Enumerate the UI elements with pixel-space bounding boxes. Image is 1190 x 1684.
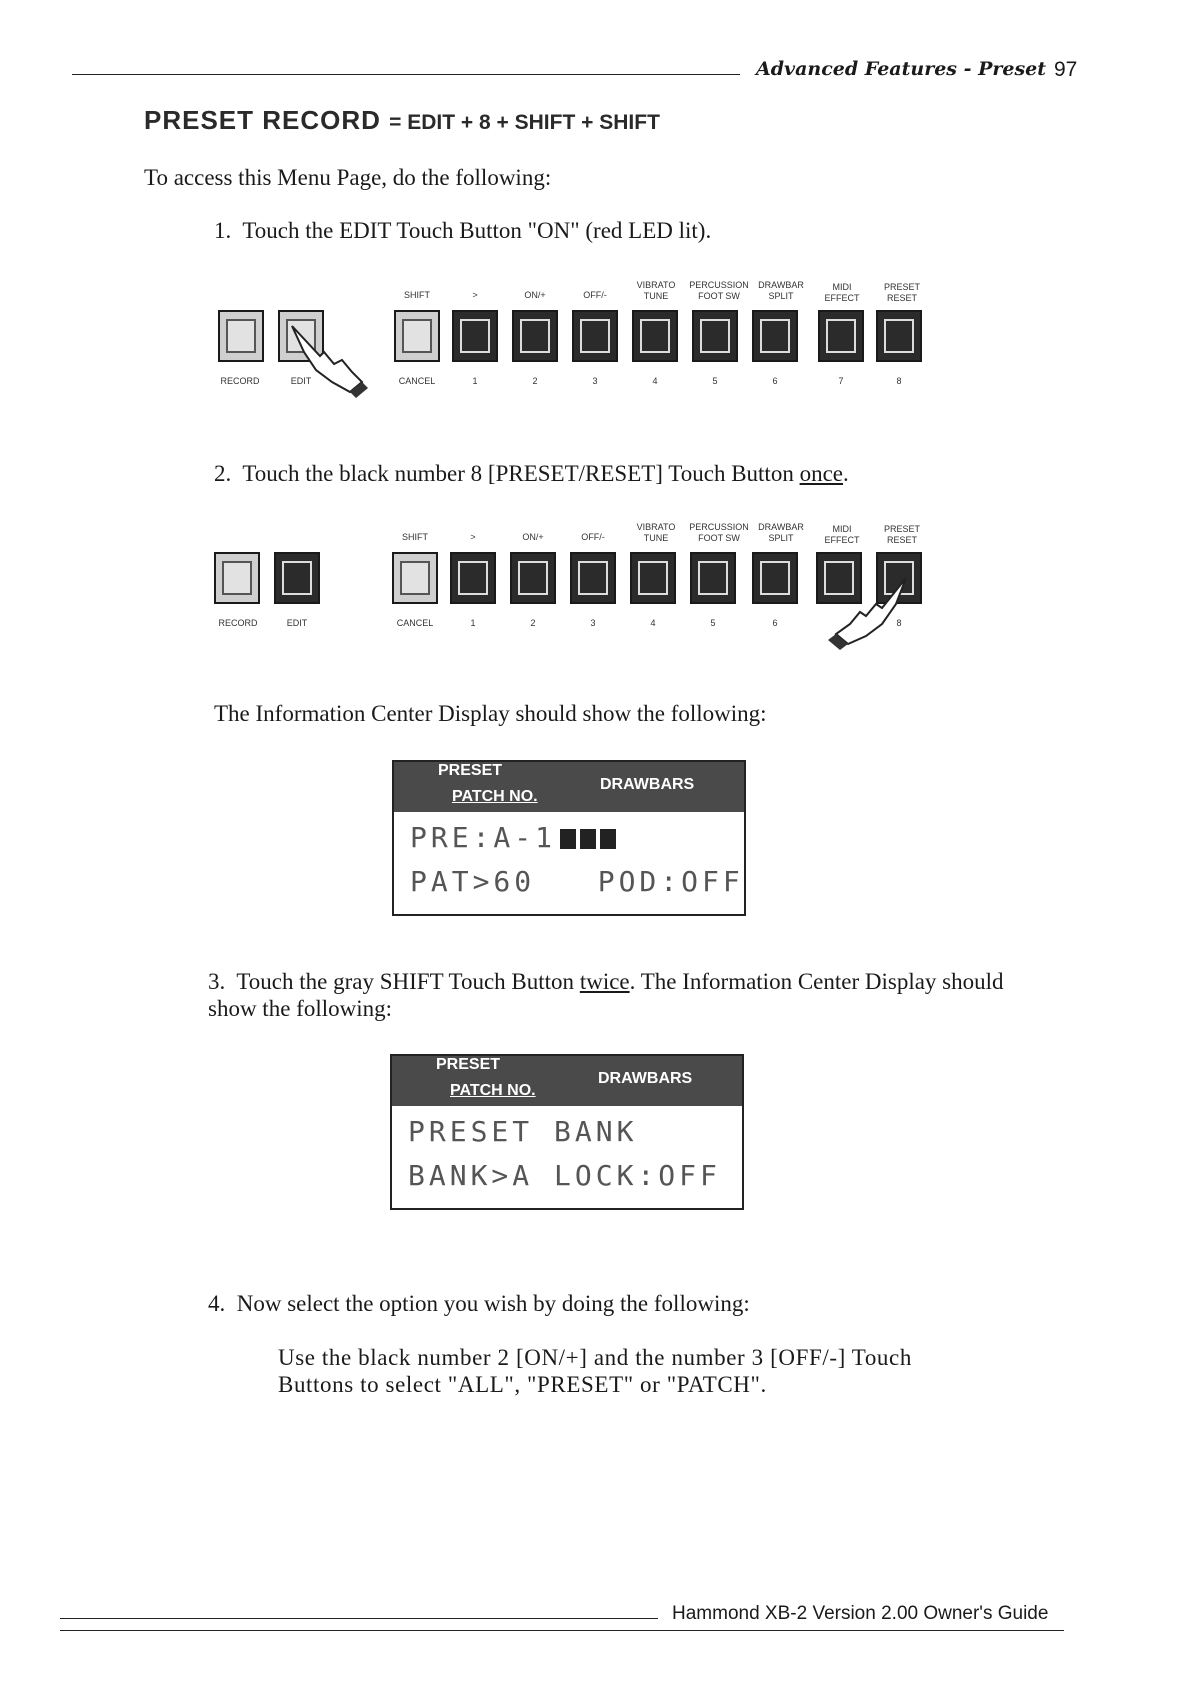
step-text-end: . The Information Center Display should bbox=[629, 969, 1004, 994]
display-label-drawbars: DRAWBARS bbox=[600, 776, 695, 793]
label-edit: EDIT bbox=[290, 376, 312, 386]
display-header bbox=[392, 1056, 742, 1106]
step-text: Touch the gray SHIFT Touch Button bbox=[236, 969, 580, 994]
display-label-patch: PATCH NO. bbox=[452, 788, 538, 805]
step-number: 1. bbox=[214, 218, 232, 243]
block-cursor-icon bbox=[580, 829, 596, 849]
control-panel-2 bbox=[0, 512, 1190, 642]
label-4: 4 bbox=[652, 376, 658, 386]
running-header: Advanced Features - Preset bbox=[756, 58, 1047, 80]
label-on: ON/+ bbox=[522, 532, 544, 542]
button-3[interactable] bbox=[570, 552, 616, 604]
label-shift: SHIFT bbox=[402, 532, 428, 542]
display-header bbox=[394, 762, 744, 812]
label-1: 1 bbox=[470, 618, 476, 628]
step-4 bbox=[208, 1290, 750, 1317]
label-3: 3 bbox=[590, 618, 596, 628]
footer-title: Hammond XB-2 Version 2.00 Owner's Guide bbox=[672, 1603, 1049, 1624]
page-number: 97 bbox=[1054, 58, 1078, 81]
step-1 bbox=[214, 217, 711, 244]
label-drawbar: DRAWBAR SPLIT bbox=[758, 522, 804, 543]
label-cancel: CANCEL bbox=[398, 376, 436, 386]
label-5: 5 bbox=[712, 376, 718, 386]
button-4[interactable] bbox=[632, 310, 678, 362]
step-text: Touch the EDIT Touch Button "ON" (red LED lit). bbox=[242, 218, 712, 243]
button-8[interactable] bbox=[876, 310, 922, 362]
label-off: OFF/- bbox=[583, 290, 607, 300]
label-8: 8 bbox=[896, 618, 902, 628]
label-5: 5 bbox=[710, 618, 716, 628]
step-text: Now select the option you wish by doing the following: bbox=[236, 1291, 750, 1316]
label-next: > bbox=[472, 290, 478, 300]
label-preset: PRESET RESET bbox=[883, 282, 920, 303]
display-line-1: PRESET BANK bbox=[408, 1115, 638, 1148]
label-midi: MIDI EFFECT bbox=[824, 524, 860, 545]
section-name: PRESET RECORD bbox=[144, 105, 381, 135]
shift-button[interactable] bbox=[392, 552, 438, 604]
label-record: RECORD bbox=[218, 618, 258, 628]
emphasis-twice: twice bbox=[579, 969, 630, 994]
step-number: 4. bbox=[208, 1291, 226, 1316]
step-text: Touch the black number 8 [PRESET/RESET] Touch Button bbox=[242, 461, 800, 486]
info-display-2 bbox=[390, 1054, 744, 1210]
label-cancel: CANCEL bbox=[396, 618, 434, 628]
label-4: 4 bbox=[650, 618, 656, 628]
button-6[interactable] bbox=[752, 552, 798, 604]
display-label-preset: PRESET bbox=[438, 762, 503, 779]
label-preset: PRESET RESET bbox=[883, 524, 920, 545]
button-1[interactable] bbox=[452, 310, 498, 362]
button-6[interactable] bbox=[752, 310, 798, 362]
label-3: 3 bbox=[592, 376, 598, 386]
block-cursor-icon bbox=[560, 829, 576, 849]
display-label-drawbars: DRAWBARS bbox=[598, 1070, 693, 1087]
control-panel-1 bbox=[0, 270, 1190, 400]
display-label-preset: PRESET bbox=[436, 1056, 501, 1073]
label-2: 2 bbox=[530, 618, 536, 628]
shift-button[interactable] bbox=[394, 310, 440, 362]
label-7: 7 bbox=[838, 376, 844, 386]
label-midi: MIDI EFFECT bbox=[824, 282, 860, 303]
pointing-hand-icon bbox=[286, 320, 386, 400]
step-number: 2. bbox=[214, 461, 232, 486]
record-button[interactable] bbox=[218, 310, 264, 362]
display-text: PRE:A-1 bbox=[410, 821, 557, 854]
step-2 bbox=[214, 460, 849, 487]
display-line-2: PAT>60 POD:OFF bbox=[410, 865, 744, 898]
intro-text: To access this Menu Page, do the following: bbox=[144, 165, 552, 190]
button-4[interactable] bbox=[630, 552, 676, 604]
label-8: 8 bbox=[896, 376, 902, 386]
button-5[interactable] bbox=[692, 310, 738, 362]
step-4-detail bbox=[278, 1344, 912, 1398]
label-6: 6 bbox=[772, 376, 778, 386]
info-display-1 bbox=[392, 760, 746, 916]
label-on: ON/+ bbox=[524, 290, 546, 300]
step-3 bbox=[208, 968, 1068, 1022]
display-line-1 bbox=[394, 816, 744, 860]
section-title bbox=[144, 105, 660, 136]
label-shift: SHIFT bbox=[404, 290, 430, 300]
label-2: 2 bbox=[532, 376, 538, 386]
label-edit: EDIT bbox=[286, 618, 308, 628]
display-intro-text: The Information Center Display should show the following: bbox=[214, 701, 767, 726]
emphasis-once: once bbox=[799, 461, 843, 486]
label-percussion: PERCUSSION FOOT SW bbox=[689, 522, 749, 543]
button-1[interactable] bbox=[450, 552, 496, 604]
label-6: 6 bbox=[772, 618, 778, 628]
button-2[interactable] bbox=[512, 310, 558, 362]
display-line-2: BANK>A LOCK:OFF bbox=[408, 1159, 721, 1192]
label-drawbar: DRAWBAR SPLIT bbox=[758, 280, 804, 301]
label-vibrato: VIBRATO TUNE bbox=[636, 280, 676, 301]
label-record: RECORD bbox=[220, 376, 260, 386]
footer-rule-bottom bbox=[60, 1630, 1064, 1631]
label-1: 1 bbox=[472, 376, 478, 386]
button-7[interactable] bbox=[818, 310, 864, 362]
label-percussion: PERCUSSION FOOT SW bbox=[689, 280, 749, 301]
button-2[interactable] bbox=[510, 552, 556, 604]
key-sequence: = EDIT + 8 + SHIFT + SHIFT bbox=[389, 111, 660, 134]
header-rule bbox=[72, 74, 740, 75]
detail-line-1: Use the black number 2 [ON/+] and the number 3 [OFF/-] Touch bbox=[278, 1345, 912, 1370]
step-text-continued: show the following: bbox=[208, 996, 392, 1021]
display-label-patch: PATCH NO. bbox=[450, 1082, 536, 1099]
button-5[interactable] bbox=[690, 552, 736, 604]
footer-rule bbox=[60, 1618, 658, 1619]
button-3[interactable] bbox=[572, 310, 618, 362]
edit-button[interactable] bbox=[274, 552, 320, 604]
label-vibrato: VIBRATO TUNE bbox=[636, 522, 676, 543]
label-next: > bbox=[470, 532, 476, 542]
step-text-end: . bbox=[843, 461, 849, 486]
detail-line-2: Buttons to select "ALL", "PRESET" or "PATCH". bbox=[278, 1372, 767, 1397]
label-off: OFF/- bbox=[581, 532, 605, 542]
record-button[interactable] bbox=[214, 552, 260, 604]
step-number: 3. bbox=[208, 969, 226, 994]
pointing-hand-icon bbox=[816, 572, 916, 652]
block-cursor-icon bbox=[600, 829, 616, 849]
